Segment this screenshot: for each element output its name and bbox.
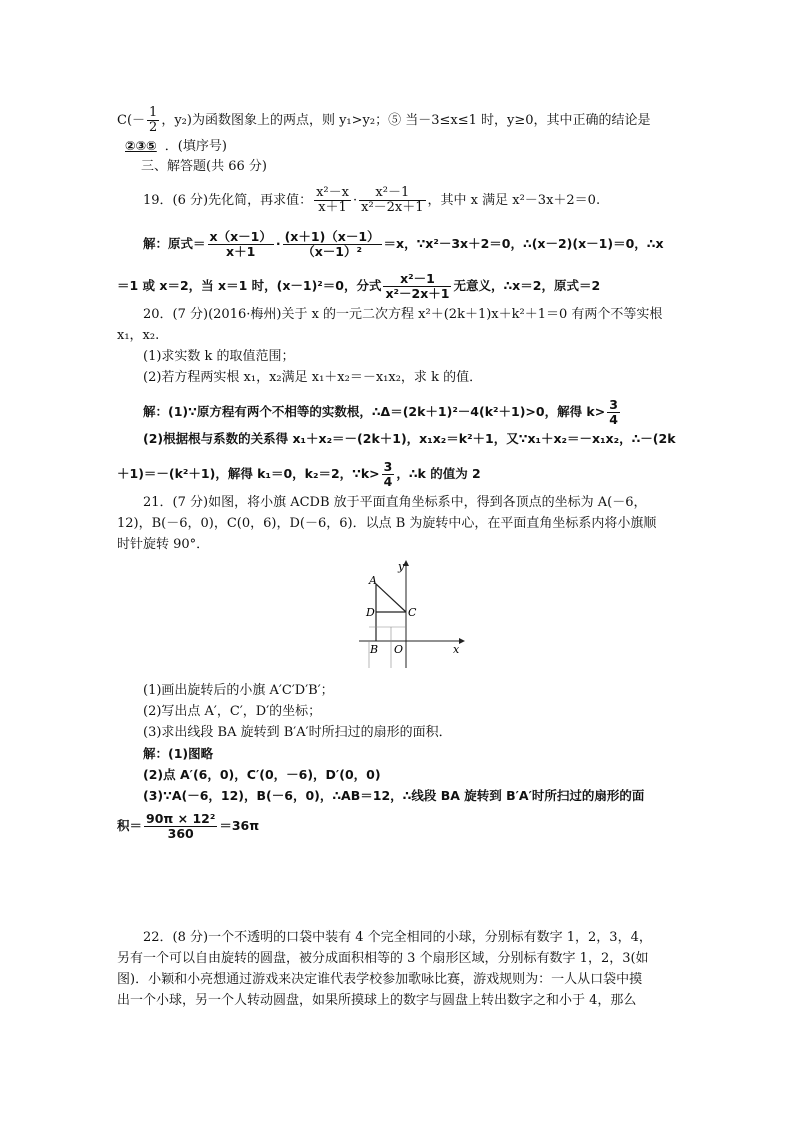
q21-solution-2: (2)点 A′(6，0)，C′(0，－6)，D′(0，0) [143,767,381,782]
frac-den: 4 [383,474,393,489]
label-O: O [394,643,404,656]
q21-solution-1: 解：(1)图略 [143,746,214,761]
label-x: x [453,643,460,656]
q20-line-3: (1)求实数 k 的取值范围； [143,349,295,364]
q20-sol3-post: ，∴k 的值为 2 [396,466,481,481]
frac-den: 360 [144,826,217,841]
q19-dot: · [352,193,358,208]
q19-question [143,186,600,215]
q18-condition-line [117,106,651,135]
q18-answer: ②③⑤ [125,138,157,153]
q19-fraction-2 [359,186,425,215]
q19-solution-2 [117,272,600,301]
flag-coordinate-figure [355,560,465,670]
frac-den: x＋1 [314,200,351,215]
q21-s4-pre: 积＝ [117,818,143,833]
frac-den: 4 [609,412,618,427]
frac-num: 3 [383,459,393,474]
q20-line-4: (2)若方程两实根 x₁，x₂满足 x₁＋x₂＝－x₁x₂，求 k 的值． [143,370,483,385]
q21-s4-post: ＝36π [219,818,260,833]
q18-fraction [147,106,159,135]
q20-line-2: x₁，x₂. [117,328,160,343]
frac-den: x²－2x＋1 [385,286,450,301]
q19-sol2-fraction [383,272,451,301]
q21-part-3: (3)求出线段 BA 旋转到 B′A′时所扫过的扇形的面积． [143,725,452,740]
q21-line-3: 时针旋转 90°． [117,537,210,552]
section-heading: 三、解答题(共 66 分) [141,159,267,174]
label-A: A [369,574,377,587]
q21-part-2: (2)写出点 A′，C′，D′的坐标； [143,704,322,719]
frac-num: x（x－1） [209,229,272,244]
q21-part-1: (1)画出旋转后的小旗 A′C′D′B′； [143,683,334,698]
label-B: B [370,643,379,656]
q18-answer-line [117,137,227,156]
frac-num: 90π × 12² [146,811,216,826]
q19-solution-1 [143,230,664,259]
q18-answer-tail: ．(填序号) [164,139,227,154]
q22-line-3: 图)．小颖和小亮想通过游戏来决定谁代表学校参加歌咏比赛，游戏规则为：一人从口袋中摸 [117,972,643,987]
q19-sol-fraction-1 [208,230,274,259]
q19-pre: 19．(6 分)先化简，再求值： [143,193,313,208]
q20-line-1: 20．(7 分)(2016·梅州)关于 x 的一元二次方程 x²＋(2k＋1)x＋k²＋1＝0 有两个不等实根 [143,307,663,322]
q22-line-4: 出一个小球，另一个人转动圆盘，如果所摸球上的数字与圆盘上转出数字之和小于 4，那么 [117,993,637,1008]
q20-solution-3 [117,460,481,489]
q20-sol3-pre: ＋1)＝－(k²＋1)，解得 k₁＝0，k₂＝2，∵k> [117,466,380,481]
frac-num: x²－x [316,185,349,200]
q21-solution-4 [117,812,259,841]
q19-sol-post: ＝x，∵x²－3x＋2＝0，∴(x－2)(x－1)＝0，∴x [383,236,664,251]
q22-line-2: 另有一个可以自由旋转的圆盘，被分成面积相等的 3 个扇形区域，分别标有数字 1，2，3(如 [117,951,649,966]
q18-text-pre: C(－ [117,113,146,128]
q20-sol1-fraction [607,398,620,427]
q19-sol-fraction-2 [283,230,382,259]
q19-sol-dot: · [275,236,281,251]
q22-line-1: 22．(8 分)一个不透明的口袋中装有 4 个完全相同的小球，分别标有数字 1，2，3，4， [143,930,652,945]
label-y: y [398,560,405,573]
q21-sector-fraction [144,812,217,841]
q18-text-post: ，y₂)为函数图象上的两点，则 y₁>y₂；⑤ 当－3≤x≤1 时，y≥0，其中正确的结论是 [161,113,651,128]
q20-solution-1 [143,398,622,427]
q20-sol1-text: 解：(1)∵原方程有两个不相等的实数根，∴Δ＝(2k＋1)²－4(k²＋1)>0，解得 k> [143,404,606,419]
label-C: C [408,606,417,619]
q21-solution-3: (3)∵A(－6，12)，B(－6，0)，∴AB＝12，∴线段 BA 旋转到 B′A′时所扫过的扇形的面 [143,788,645,803]
q19-sol2-pre: ＝1 或 x＝2，当 x＝1 时，(x－1)²＝0，分式 [117,278,382,293]
q20-sol3-fraction [382,460,395,489]
x-axis-arrow-icon [459,638,465,644]
frac-num: (x＋1)（x－1） [284,229,380,244]
frac-num: x²－1 [375,185,410,200]
frac-num: 3 [609,397,618,412]
q21-line-1: 21．(7 分)如图，将小旗 ACDB 放于平面直角坐标系中，得到各顶点的坐标为 A(－6， [143,495,647,510]
frac-den: 2 [149,120,158,135]
frac-den: x＋1 [208,244,274,259]
frac-den: x²－2x＋1 [361,200,424,215]
frac-num: x²－1 [400,271,435,286]
frac-num: 1 [149,105,158,120]
q19-sol-pre: 解：原式＝ [143,236,206,251]
q19-fraction-1 [314,186,351,215]
flag-edge-AC [376,584,406,612]
label-D: D [366,606,375,619]
q19-sol2-post: 无意义，∴x＝2，原式＝2 [453,278,601,293]
q21-line-2: 12)，B(－6，0)，C(0，6)，D(－6，6)．以点 B 为旋转中心，在平面直角坐标系内将小旗顺 [117,516,657,531]
q20-solution-2: (2)根据根与系数的关系得 x₁＋x₂＝－(2k＋1)，x₁x₂＝k²＋1，又∵x₁＋x₂＝－x₁x₂，∴－(2k [143,431,676,446]
frac-den: （x－1）² [283,244,382,259]
q19-post: ，其中 x 满足 x²－3x＋2＝0. [427,193,601,208]
